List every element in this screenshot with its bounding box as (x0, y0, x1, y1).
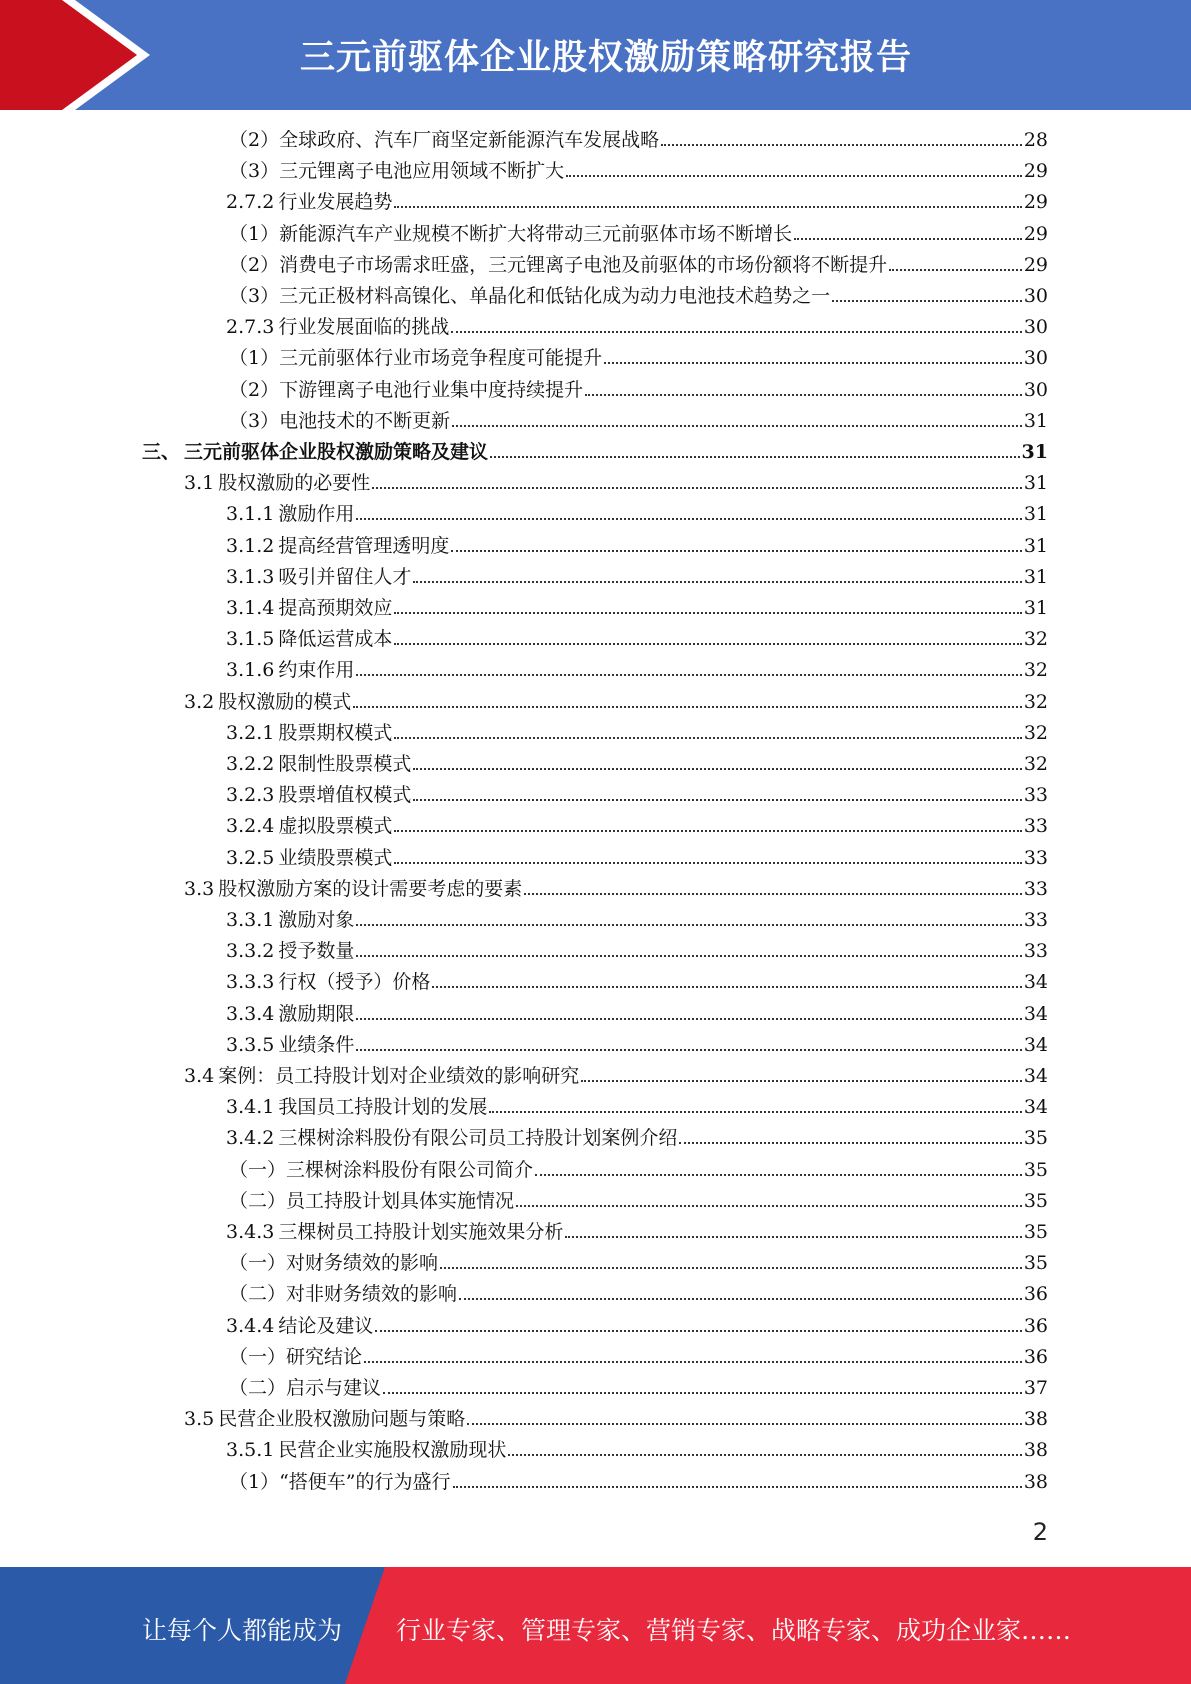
toc-entry-page: 31 (1023, 597, 1048, 619)
toc-entry-title: 电池技术的不断更新 (279, 410, 451, 432)
toc-dot-leader (794, 237, 1022, 240)
page-number: 2 (1032, 1518, 1048, 1546)
toc-entry-page: 38 (1023, 1471, 1048, 1493)
toc-entry-title: 三棵树涂料股份有限公司员工持股计划案例介绍 (278, 1127, 678, 1149)
toc-entry-number: （2） (229, 254, 280, 276)
toc-entry[interactable] (229, 376, 1048, 404)
toc-entry-title: 提高经营管理透明度 (278, 535, 450, 557)
toc-entry-title: 股权激励方案的设计需要考虑的要素 (218, 878, 523, 900)
toc-entry[interactable] (226, 1000, 1048, 1028)
toc-entry[interactable] (229, 407, 1048, 435)
toc-entry-page: 31 (1023, 503, 1048, 525)
toc-entry-page: 37 (1023, 1377, 1048, 1399)
toc-dot-leader (535, 1173, 1022, 1176)
toc-dot-leader (394, 861, 1021, 864)
toc-entry-title: 虚拟股票模式 (278, 815, 393, 837)
toc-dot-leader (440, 1266, 1022, 1269)
toc-entry-title: 案例：员工持股计划对企业绩效的影响研究 (218, 1065, 580, 1087)
toc-entry[interactable] (184, 875, 1048, 903)
toc-entry-title: 对财务绩效的影响 (286, 1252, 439, 1274)
toc-dot-leader (356, 1048, 1021, 1051)
toc-entry-page: 35 (1023, 1252, 1048, 1274)
toc-entry-number: （3） (229, 160, 280, 182)
toc-dot-leader (394, 829, 1021, 832)
page-footer (0, 1567, 1191, 1684)
toc-entry-page: 34 (1023, 1065, 1048, 1087)
toc-entry-number: （1） (229, 347, 280, 369)
toc-entry-page: 35 (1023, 1190, 1048, 1212)
toc-entry-title: 三元前驱体行业市场竞争程度可能提升 (279, 347, 603, 369)
toc-dot-leader (661, 143, 1022, 146)
toc-entry-number: 3.2 (184, 691, 215, 713)
toc-dot-leader (604, 361, 1022, 364)
toc-dot-leader (832, 299, 1022, 302)
toc-entry-title: 限制性股票模式 (278, 753, 412, 775)
toc-entry-page: 31 (1023, 410, 1048, 432)
toc-entry-title: 激励对象 (278, 909, 355, 931)
toc-entry-page: 38 (1023, 1439, 1048, 1461)
toc-entry-page: 28 (1023, 129, 1048, 151)
toc-entry-number: （3） (229, 285, 280, 307)
toc-entry-number: 3.1.4 (226, 597, 275, 619)
toc-entry[interactable] (229, 344, 1048, 372)
toc-entry[interactable] (229, 1156, 1048, 1184)
toc-entry-page: 29 (1023, 160, 1048, 182)
toc-dot-leader (581, 1079, 1022, 1082)
footer-slogan-right: 行业专家、管理专家、营销专家、战略专家、成功企业家…… (396, 1616, 1072, 1645)
toc-entry-page: 36 (1023, 1283, 1048, 1305)
toc-entry[interactable] (229, 126, 1048, 154)
toc-dot-leader (394, 642, 1021, 645)
toc-entry-title: 激励期限 (278, 1003, 355, 1025)
toc-entry[interactable] (226, 1436, 1048, 1464)
toc-entry[interactable] (226, 781, 1048, 809)
toc-entry-number: （2） (229, 379, 280, 401)
toc-entry-page: 32 (1023, 628, 1048, 650)
toc-entry[interactable] (229, 1187, 1048, 1215)
toc-entry-title: 股票增值权模式 (278, 784, 412, 806)
toc-entry[interactable] (184, 688, 1048, 716)
toc-entry-number: 3.3.3 (226, 971, 275, 993)
toc-entry-title: 民营企业实施股权激励现状 (278, 1439, 507, 1461)
toc-entry-title: 三元正极材料高镍化、单晶化和低钴化成为动力电池技术趋势之一 (279, 285, 831, 307)
toc-dot-leader (394, 205, 1021, 208)
toc-entry-number: 3.4.1 (226, 1096, 275, 1118)
toc-entry[interactable] (142, 438, 1048, 466)
toc-dot-leader (356, 954, 1021, 957)
toc-entry-number: 3.2.3 (226, 784, 275, 806)
toc-dot-leader (356, 923, 1021, 926)
toc-entry-page: 33 (1023, 878, 1048, 900)
toc-entry-title: 员工持股计划具体实施情况 (286, 1190, 515, 1212)
toc-entry-title: 新能源汽车产业规模不断扩大将带动三元前驱体市场不断增长 (279, 223, 793, 245)
toc-entry-page: 36 (1023, 1315, 1048, 1337)
toc-dot-leader (489, 1110, 1021, 1113)
toc-dot-leader (516, 1204, 1022, 1207)
toc-dot-leader (585, 393, 1022, 396)
toc-entry-title: 民营企业股权激励问题与策略 (218, 1408, 466, 1430)
toc-entry-number: （2） (229, 129, 280, 151)
toc-dot-leader (459, 1297, 1022, 1300)
toc-dot-leader (356, 517, 1021, 520)
toc-entry-number: 三、 (142, 441, 181, 463)
toc-entry[interactable] (184, 469, 1048, 497)
toc-dot-leader (383, 1391, 1022, 1394)
toc-dot-leader (452, 424, 1022, 427)
toc-entry[interactable] (229, 251, 1048, 279)
toc-entry-number: 3.4.4 (226, 1315, 275, 1337)
toc-entry-number: 3.5 (184, 1408, 215, 1430)
toc-entry[interactable] (226, 906, 1048, 934)
toc-entry-title: 授予数量 (278, 940, 355, 962)
toc-dot-leader (394, 611, 1021, 614)
toc-entry-number: （1） (229, 223, 280, 245)
toc-dot-leader (413, 767, 1021, 770)
toc-entry[interactable] (229, 1249, 1048, 1277)
toc-entry[interactable] (229, 1343, 1048, 1371)
toc-entry[interactable] (226, 812, 1048, 840)
toc-entry-page: 33 (1023, 940, 1048, 962)
toc-entry-page: 30 (1023, 316, 1048, 338)
toc-entry-page: 30 (1023, 347, 1048, 369)
toc-entry[interactable] (226, 500, 1048, 528)
toc-entry[interactable] (226, 1124, 1048, 1152)
document-title: 三元前驱体企业股权激励策略研究报告 (300, 38, 913, 78)
toc-entry[interactable] (229, 282, 1048, 310)
toc-entry-number: 3.1.2 (226, 535, 275, 557)
toc-entry-page: 31 (1023, 472, 1048, 494)
toc-entry[interactable] (184, 1405, 1048, 1433)
toc-dot-leader (453, 1485, 1022, 1488)
toc-entry-page: 34 (1023, 1096, 1048, 1118)
toc-entry[interactable] (226, 532, 1048, 560)
toc-entry-number: 3.2.1 (226, 722, 275, 744)
toc-entry-title: 提高预期效应 (278, 597, 393, 619)
toc-entry-title: 吸引并留住人才 (278, 566, 412, 588)
toc-entry[interactable] (226, 844, 1048, 872)
toc-entry-number: （3） (229, 410, 280, 432)
toc-entry-page: 33 (1023, 847, 1048, 869)
toc-entry-number: （一） (229, 1252, 287, 1274)
toc-entry-number: 3.1 (184, 472, 215, 494)
toc-entry-number: 3.1.5 (226, 628, 275, 650)
toc-entry[interactable] (226, 719, 1048, 747)
toc-entry-page: 38 (1023, 1408, 1048, 1430)
toc-dot-leader (566, 174, 1022, 177)
toc-entry[interactable] (226, 1218, 1048, 1246)
toc-entry-page: 33 (1023, 815, 1048, 837)
toc-dot-leader (356, 673, 1021, 676)
toc-dot-leader (353, 705, 1022, 708)
toc-entry[interactable] (226, 968, 1048, 996)
toc-entry-number: 3.4 (184, 1065, 215, 1087)
toc-dot-leader (490, 455, 1020, 458)
toc-entry-number: 3.3 (184, 878, 215, 900)
toc-entry-title: 三元前驱体企业股权激励策略及建议 (184, 441, 489, 463)
toc-entry[interactable] (229, 1280, 1048, 1308)
toc-dot-leader (413, 798, 1021, 801)
toc-entry-page: 29 (1023, 254, 1048, 276)
toc-entry-title: 下游锂离子电池行业集中度持续提升 (279, 379, 584, 401)
toc-entry-page: 36 (1023, 1346, 1048, 1368)
toc-entry-title: 三棵树员工持股计划实施效果分析 (278, 1221, 564, 1243)
toc-entry-page: 33 (1023, 909, 1048, 931)
toc-dot-leader (451, 330, 1021, 333)
toc-dot-leader (679, 1141, 1021, 1144)
toc-entry[interactable] (229, 157, 1048, 185)
toc-dot-leader (889, 268, 1022, 271)
toc-entry-page: 34 (1023, 971, 1048, 993)
toc-entry[interactable] (226, 937, 1048, 965)
toc-entry-title: 行业发展趋势 (278, 191, 393, 213)
toc-entry-title: 行业发展面临的挑战 (278, 316, 450, 338)
toc-entry-number: （二） (229, 1283, 287, 1305)
toc-entry-page: 33 (1023, 784, 1048, 806)
toc-dot-leader (467, 1422, 1022, 1425)
toc-entry-number: 3.2.5 (226, 847, 275, 869)
toc-entry[interactable] (226, 1093, 1048, 1121)
toc-dot-leader (372, 486, 1022, 489)
toc-entry-page: 29 (1023, 191, 1048, 213)
toc-entry-title: 约束作用 (278, 659, 355, 681)
toc-entry-page: 32 (1023, 691, 1048, 713)
toc-entry-number: 3.3.4 (226, 1003, 275, 1025)
toc-entry-number: （二） (229, 1190, 287, 1212)
toc-entry-number: 3.3.2 (226, 940, 275, 962)
toc-dot-leader (565, 1235, 1021, 1238)
toc-entry-title: 激励作用 (278, 503, 355, 525)
toc-entry[interactable] (226, 594, 1048, 622)
toc-dot-leader (375, 1329, 1021, 1332)
toc-dot-leader (508, 1453, 1021, 1456)
toc-entry[interactable] (226, 188, 1048, 216)
toc-entry-title: 三元锂离子电池应用领域不断扩大 (279, 160, 565, 182)
toc-entry-title: 消费电子市场需求旺盛，三元锂离子电池及前驱体的市场份额将不断提升 (279, 254, 888, 276)
toc-entry-page: 35 (1023, 1221, 1048, 1243)
toc-entry-title: 我国员工持股计划的发展 (278, 1096, 488, 1118)
toc-entry-number: 3.1.6 (226, 659, 275, 681)
toc-dot-leader (524, 892, 1022, 895)
toc-entry-title: 行权（授予）价格 (278, 971, 431, 993)
toc-entry-title: 研究结论 (286, 1346, 363, 1368)
toc-entry-number: 3.2.2 (226, 753, 275, 775)
toc-entry-number: 3.1.3 (226, 566, 275, 588)
toc-entry-number: （一） (229, 1346, 287, 1368)
toc-entry-page: 35 (1023, 1159, 1048, 1181)
toc-entry-page: 31 (1023, 535, 1048, 557)
toc-entry[interactable] (229, 1374, 1048, 1402)
toc-entry[interactable] (226, 1312, 1048, 1340)
toc-entry-number: （一） (229, 1159, 287, 1181)
toc-entry-title: “搭便车”的行为盛行 (279, 1471, 451, 1493)
toc-entry-number: 2.7.2 (226, 191, 275, 213)
toc-entry-title: 全球政府、汽车厂商坚定新能源汽车发展战略 (279, 129, 660, 151)
toc-entry[interactable] (226, 750, 1048, 778)
toc-entry-title: 股权激励的模式 (218, 691, 352, 713)
toc-entry-number: 3.3.5 (226, 1034, 275, 1056)
toc-entry[interactable] (184, 1062, 1048, 1090)
toc-entry-number: 3.5.1 (226, 1439, 275, 1461)
toc-entry[interactable] (229, 220, 1048, 248)
toc-entry-title: 对非财务绩效的影响 (286, 1283, 458, 1305)
toc-entry-page: 34 (1023, 1003, 1048, 1025)
toc-entry[interactable] (226, 313, 1048, 341)
toc-dot-leader (356, 1017, 1021, 1020)
toc-entry-page: 35 (1023, 1127, 1048, 1149)
toc-entry-page: 32 (1023, 659, 1048, 681)
footer-slogan-left: 让每个人都能成为 (142, 1616, 343, 1645)
toc-entry-number: 3.2.4 (226, 815, 275, 837)
toc-dot-leader (432, 985, 1021, 988)
toc-entry[interactable] (226, 563, 1048, 591)
toc-entry-title: 三棵树涂料股份有限公司简介 (286, 1159, 534, 1181)
toc-entry-page: 30 (1023, 379, 1048, 401)
toc-dot-leader (413, 580, 1021, 583)
toc-entry[interactable] (229, 1468, 1048, 1496)
toc-entry-page: 32 (1023, 722, 1048, 744)
toc-entry-number: （二） (229, 1377, 287, 1399)
toc-entry-number: （1） (229, 1471, 280, 1493)
toc-entry[interactable] (226, 656, 1048, 684)
toc-entry-number: 3.3.1 (226, 909, 275, 931)
toc-entry-page: 31 (1023, 566, 1048, 588)
toc-entry[interactable] (226, 625, 1048, 653)
toc-entry-title: 结论及建议 (278, 1315, 374, 1337)
toc-entry-number: 3.4.3 (226, 1221, 275, 1243)
toc-entry-title: 股票期权模式 (278, 722, 393, 744)
toc-entry-page: 31 (1021, 441, 1048, 463)
toc-entry-title: 股权激励的必要性 (218, 472, 371, 494)
toc-entry-page: 29 (1023, 223, 1048, 245)
toc-dot-leader (451, 549, 1021, 552)
toc-entry-title: 降低运营成本 (278, 628, 393, 650)
toc-dot-leader (394, 736, 1021, 739)
toc-entry-number: 3.1.1 (226, 503, 275, 525)
toc-entry-title: 业绩股票模式 (278, 847, 393, 869)
toc-entry-page: 30 (1023, 285, 1048, 307)
page-header (0, 0, 1191, 110)
toc-entry-title: 业绩条件 (278, 1034, 355, 1056)
toc-entry-number: 3.4.2 (226, 1127, 275, 1149)
toc-dot-leader (364, 1360, 1022, 1363)
toc-entry-page: 34 (1023, 1034, 1048, 1056)
toc-entry-number: 2.7.3 (226, 316, 275, 338)
toc-entry-title: 启示与建议 (286, 1377, 382, 1399)
toc-entry-page: 32 (1023, 753, 1048, 775)
toc-entry[interactable] (226, 1031, 1048, 1059)
